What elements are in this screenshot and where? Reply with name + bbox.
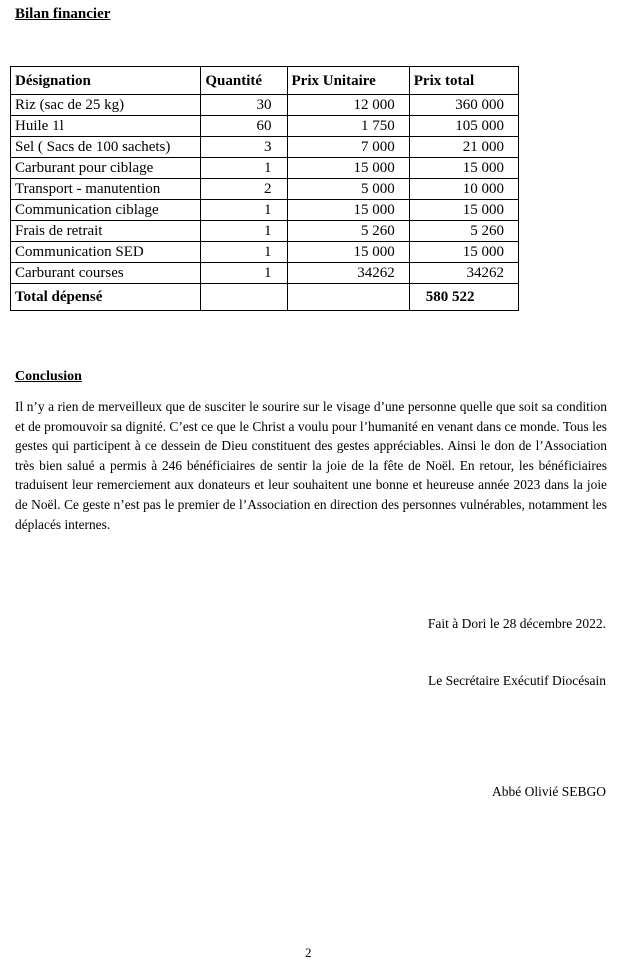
cell-prix-unitaire: 12 000	[287, 95, 409, 116]
cell-prix-total: 10 000	[409, 179, 518, 200]
cell-designation: Sel ( Sacs de 100 sachets)	[11, 137, 201, 158]
cell-designation: Frais de retrait	[11, 221, 201, 242]
total-empty-qty	[201, 284, 287, 311]
place-date: Fait à Dori le 28 décembre 2022.	[427, 616, 606, 631]
cell-prix-unitaire: 15 000	[287, 242, 409, 263]
cell-designation: Carburant courses	[11, 263, 201, 284]
total-label: Total dépensé	[11, 284, 201, 311]
cell-prix-unitaire: 34262	[287, 263, 409, 284]
cell-quantite: 60	[201, 116, 287, 137]
cell-quantite: 1	[201, 200, 287, 221]
financial-table	[10, 66, 519, 311]
cell-prix-total: 5 260	[409, 221, 518, 242]
table-row	[11, 95, 519, 116]
table-header-row	[11, 67, 519, 95]
cell-designation: Riz (sac de 25 kg)	[11, 95, 201, 116]
header-designation: Désignation	[11, 67, 201, 95]
table-row	[11, 263, 519, 284]
page-title: Bilan financier	[15, 6, 111, 22]
table-row	[11, 200, 519, 221]
header-prix-total: Prix total	[409, 67, 518, 95]
cell-prix-unitaire: 15 000	[287, 200, 409, 221]
table-row	[11, 179, 519, 200]
cell-prix-unitaire: 7 000	[287, 137, 409, 158]
table-row	[11, 116, 519, 137]
cell-designation: Carburant pour ciblage	[11, 158, 201, 179]
page-number: 2	[305, 945, 312, 960]
table-body	[11, 95, 519, 284]
table-row	[11, 158, 519, 179]
cell-prix-total: 15 000	[409, 158, 518, 179]
cell-quantite: 1	[201, 221, 287, 242]
cell-quantite: 1	[201, 263, 287, 284]
cell-prix-total: 360 000	[409, 95, 518, 116]
cell-prix-unitaire: 5 260	[287, 221, 409, 242]
total-value: 580 522	[409, 284, 518, 311]
cell-quantite: 3	[201, 137, 287, 158]
conclusion-paragraph: Il n’y a rien de merveilleux que de susciter le sourire sur le visage d’une personne quelle que soit sa condition et de promouvoir sa dignité. C’est ce que le Christ a voulu pour l’humanité en venant dans ce monde. Tous les gestes qui participent à ce dessein de Dieu constituent des gestes appréciables. Ainsi le don de l’Association très bien salué a permis à 246 bénéficiaires de sentir la joie de la fête de Noël. En retour, les bénéficiaires traduisent leur remerciement aux donateurs et leur souhaitent une bonne et heureuse année 2023 dans la joie de Noël. Ce geste n’est pas le premier de l’Association en direction des personnes vulnérables, notamment les déplacés internes.	[15, 399, 607, 532]
signatory-role: Le Secrétaire Exécutif Diocésain	[427, 673, 606, 688]
conclusion-heading: Conclusion	[15, 369, 82, 384]
table-row	[11, 221, 519, 242]
cell-designation: Huile 1l	[11, 116, 201, 137]
cell-prix-total: 15 000	[409, 242, 518, 263]
cell-designation: Communication SED	[11, 242, 201, 263]
table-row	[11, 137, 519, 158]
signatory-name: Abbé Olivié SEBGO	[492, 784, 606, 799]
cell-quantite: 2	[201, 179, 287, 200]
cell-prix-unitaire: 1 750	[287, 116, 409, 137]
cell-quantite: 1	[201, 158, 287, 179]
cell-quantite: 1	[201, 242, 287, 263]
cell-prix-total: 34262	[409, 263, 518, 284]
cell-prix-total: 105 000	[409, 116, 518, 137]
total-row	[11, 284, 519, 311]
cell-prix-unitaire: 15 000	[287, 158, 409, 179]
cell-prix-unitaire: 5 000	[287, 179, 409, 200]
table-row	[11, 242, 519, 263]
cell-designation: Transport - manutention	[11, 179, 201, 200]
total-empty-unit	[287, 284, 409, 311]
cell-prix-total: 21 000	[409, 137, 518, 158]
cell-designation: Communication ciblage	[11, 200, 201, 221]
header-prix-unitaire: Prix Unitaire	[287, 67, 409, 95]
cell-prix-total: 15 000	[409, 200, 518, 221]
cell-quantite: 30	[201, 95, 287, 116]
header-quantite: Quantité	[201, 67, 287, 95]
